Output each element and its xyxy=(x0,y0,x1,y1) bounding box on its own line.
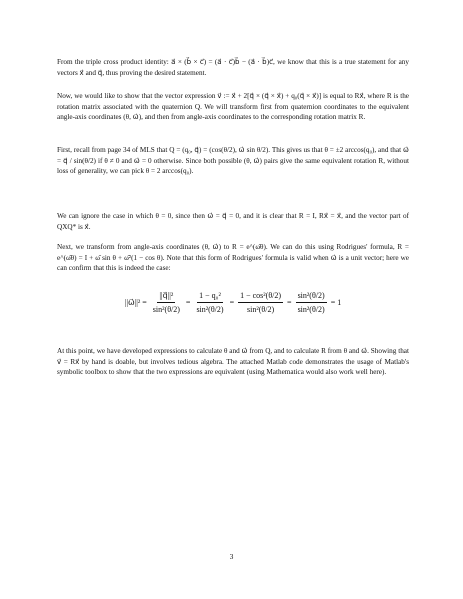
paragraph-theta-zero-case: We can ignore the case in which θ = 0, since then ω⃗ = q⃗ = 0, and it is clear that R = I, Rx⃗ = x⃗, and the vector part of QXQ* is x⃗. xyxy=(57,212,409,231)
equation-equals-2: = xyxy=(229,298,235,307)
fraction-1-numerator: ||q⃗||² xyxy=(157,290,175,303)
equation-fraction-3 xyxy=(237,290,284,315)
paragraph-conclusion: At this point, we have developed expressions to calculate θ and ω⃗ from Q, and to calculate R from θ and ω⃗. Showing that v⃗ = Rx⃗ by hand is doable, but involves tedious algebra. The attached Matlab code demonstrates the usage of Matlab's symbolic toolbox to show that the two expressions are equivalent (using Mathematica would also work well here). xyxy=(57,347,409,377)
equation-fraction-2 xyxy=(193,290,226,315)
fraction-1-denominator: sin²(θ/2) xyxy=(152,305,180,314)
fraction-3-denominator: sin²(θ/2) xyxy=(247,305,275,314)
equation-equals-1: = xyxy=(185,298,191,307)
equation-lhs: ||ω⃗||² = xyxy=(124,298,147,307)
fraction-2-numerator: 1 − q₀² xyxy=(197,290,223,303)
page-number: 3 xyxy=(229,552,234,561)
paragraph-triple-product: From the triple cross product identity: a⃗ × (b⃗ × c⃗) = (a⃗ · c⃗)b⃗ − (a⃗ · b⃗)c⃗, we know that this is a true statement for any vectors x⃗ and q⃗, thus proving the desired statement. xyxy=(57,58,409,77)
fraction-2-denominator: sin²(θ/2) xyxy=(196,305,224,314)
fraction-3-numerator: 1 − cos²(θ/2) xyxy=(238,290,283,303)
fraction-4-denominator: sin²(θ/2) xyxy=(297,305,325,314)
paragraph-vector-expression: Now, we would like to show that the vector expression v⃗ := x⃗ + 2[q⃗ × (q⃗ × x⃗) + q₀(q⃗ × x⃗)] is equal to Rx⃗, where R is the rotation matrix associated with the quaternion Q. We will transform first from quaternion coordinates to the equivalent angle-axis coordinates (θ, ω⃗), and then from angle-axis coordinates to the corresponding rotation matrix R. xyxy=(57,92,409,122)
paragraph-rodrigues-formula: Next, we transform from angle-axis coordinates (θ, ω⃗) to R = e^(ω̂θ). We can do this using Rodrigues' formula, R = e^(ω̂θ) = I + ω̂ sin θ + ω̂²(1 − cos θ). Note that this form of Rodrigues' formula is valid when ω⃗ is a unit vector; here we can confirm that this is indeed the case: xyxy=(57,243,409,273)
unit-vector-equation xyxy=(57,286,409,324)
equation-rhs: = 1 xyxy=(330,298,342,307)
paragraph-quaternion-to-angle-axis: First, recall from page 34 of MLS that Q = (q₀, q⃗) = (cos(θ/2), ω⃗ sin θ/2). This gives us that θ = ±2 arccos(q₀), and that ω⃗ = q⃗ / sin(θ/2) if θ ≠ 0 and ω⃗ = 0 otherwise. Since both possible (θ, ω⃗) pairs give the same equivalent rotation R, without loss of generality, we can pick θ = 2 arccos(q₀). xyxy=(57,146,409,176)
fraction-4-numerator: sin²(θ/2) xyxy=(296,290,327,303)
equation-fraction-1 xyxy=(150,290,183,315)
equation-equals-3: = xyxy=(287,298,292,307)
equation-fraction-4 xyxy=(295,290,328,315)
